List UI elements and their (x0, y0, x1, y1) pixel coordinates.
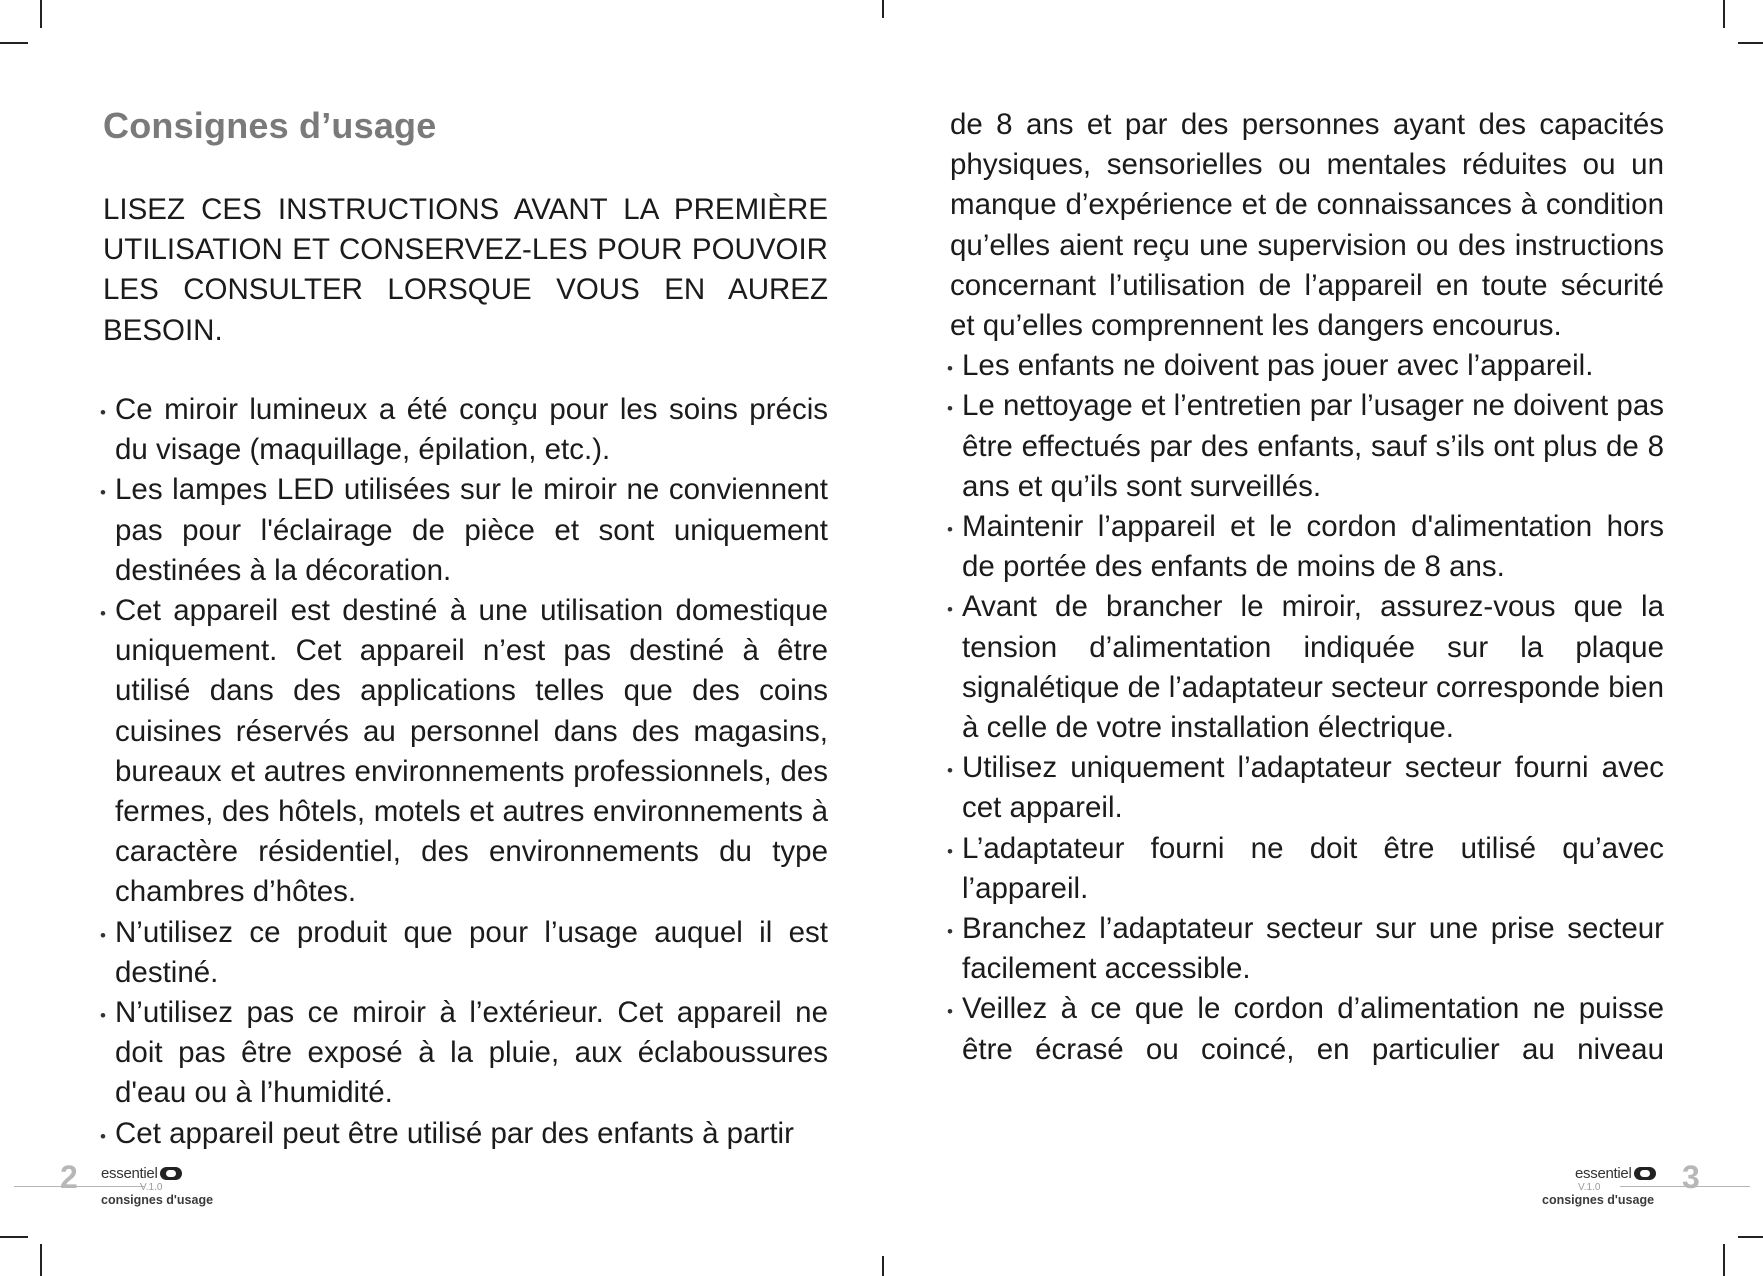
list-item-continuation: de 8 ans et par des personnes ayant des capacités physiques, sensorielles ou mentales réduites ou un manque d’expérience et de connaissances à condition qu’elles aient reçu une supervision ou des instructions concernant l’utilisation de l’appareil en toute sécurité et qu’elles comprennent les dangers encourus. (950, 108, 1664, 343)
crop-mark (1723, 0, 1725, 28)
brand-name: essentiel (101, 1165, 158, 1182)
footer-divider (14, 1186, 144, 1187)
list-item: • Les enfants ne doivent pas jouer avec l’appareil. (950, 346, 1664, 386)
brand-mark-icon (1634, 1167, 1656, 1180)
crop-mark (1723, 1244, 1725, 1276)
crop-mark (0, 42, 28, 44)
list-item: • Veillez à ce que le cordon d’alimentation ne puisse être écrasé ou coincé, en particulier au niveau (950, 989, 1664, 1069)
list-item: • Avant de brancher le miroir, assurez-vous que la tension d’alimentation indiquée sur la plaque signalétique de l’adaptateur secteur corresponde bien à celle de votre installation électrique. (950, 587, 1664, 748)
brand-mark-icon (160, 1167, 182, 1180)
list-item: • N’utilisez pas ce miroir à l’extérieur. Cet appareil ne doit pas être exposé à la pluie, aux éclaboussures d'eau ou à l’humidité. (103, 993, 828, 1114)
list-item: • Ce miroir lumineux a été conçu pour les soins précis du visage (maquillage, épilation, etc.). (103, 390, 828, 470)
list-item: • N’utilisez ce produit que pour l’usage auquel il est destiné. (103, 913, 828, 993)
page-title: Consignes d’usage (103, 105, 437, 146)
list-item: • Le nettoyage et l’entretien par l’usager ne doivent pas être effectués par des enfants, sauf s’ils ont plus de 8 ans et qu’ils sont surveillés. (950, 386, 1664, 507)
footer-doc-label: consignes d'usage (101, 1193, 214, 1207)
list-item: • Branchez l’adaptateur secteur sur une prise secteur facilement accessible. (950, 909, 1664, 989)
crop-mark (40, 0, 42, 28)
list-item: • Maintenir l’appareil et le cordon d'alimentation hors de portée des enfants de moins de 8 ans. (950, 507, 1664, 587)
list-item: • Utilisez uniquement l’adaptateur secteur fourni avec cet appareil. (950, 748, 1664, 828)
version-label: V.1.0 (1578, 1182, 1601, 1193)
page-number: 2 (60, 1159, 78, 1195)
crop-mark (0, 1236, 28, 1238)
crop-mark (1738, 1236, 1763, 1238)
instructions-list (103, 390, 828, 1154)
list-item: • Cet appareil peut être utilisé par des enfants à partir (103, 1114, 828, 1154)
brand-name: essentiel (1575, 1165, 1632, 1182)
footer-doc-label: consignes d'usage (1542, 1193, 1655, 1207)
crop-mark (1738, 42, 1763, 44)
brand-logo (101, 1166, 182, 1182)
crop-mark (882, 0, 884, 18)
crop-mark (882, 1256, 884, 1276)
page-number: 3 (1682, 1159, 1700, 1195)
list-item: • L’adaptateur fourni ne doit être utilisé qu’avec l’appareil. (950, 829, 1664, 909)
version-label: V.1.0 (140, 1182, 163, 1193)
list-item: • Les lampes LED utilisées sur le miroir ne conviennent pas pour l'éclairage de pièce et sont uniquement destinées à la décoration. (103, 470, 828, 591)
instructions-list-continued (950, 105, 1664, 1070)
brand-logo (1575, 1166, 1656, 1182)
intro-warning: LISEZ CES INSTRUCTIONS AVANT LA PREMIÈRE UTILISATION ET CONSERVEZ-LES POUR POUVOIR LES CONSULTER LORSQUE VOUS EN AUREZ BESOIN. (103, 193, 828, 347)
crop-mark (40, 1244, 42, 1276)
list-item: • Cet appareil est destiné à une utilisation domestique uniquement. Cet appareil n’est pas destiné à être utilisé dans des applications telles que des coins cuisines réservés au personnel dans des magasins, bureaux et autres environnements professionnels, des fermes, des hôtels, motels et autres environnements à caractère résidentiel, des environnements du type chambres d’hôtes. (103, 591, 828, 913)
